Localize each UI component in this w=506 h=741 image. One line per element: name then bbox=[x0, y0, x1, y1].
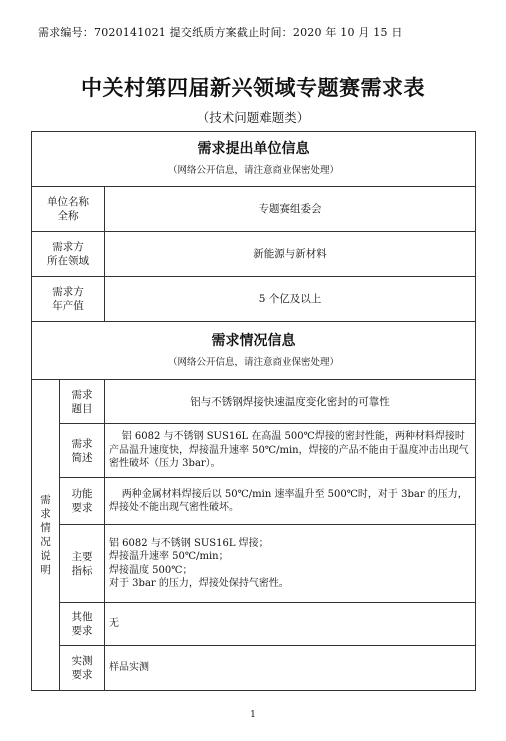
row-label: 其他 要求 bbox=[60, 603, 105, 646]
requirement-table bbox=[31, 131, 476, 691]
row-label: 需求 题目 bbox=[60, 380, 105, 424]
row-label: 单位名称 全称 bbox=[32, 187, 105, 232]
page-title: 中关村第四届新兴领域专题赛需求表 bbox=[81, 76, 425, 100]
table-row-requirement-summary bbox=[32, 424, 476, 478]
side-label-requirement-description: 需 求 情 况 说 明 bbox=[32, 380, 60, 691]
section-note: （网络公开信息，请注意商业保密处理） bbox=[168, 356, 340, 368]
row-label: 功能 要求 bbox=[60, 478, 105, 525]
requirement-number-header: 需求编号：7020141021 提交纸质方案截止时间：2020 年 10 月 15 日 bbox=[38, 26, 403, 39]
table-row-unit-name bbox=[32, 187, 476, 232]
indicator-line: 对于 3bar 的压力，焊接处保持气密性。 bbox=[109, 578, 289, 589]
table-row-domain bbox=[32, 232, 476, 277]
indicator-line: 焊接温升速率 50℃/min； bbox=[109, 551, 229, 562]
row-value: 铝与不锈钢焊接快速温度变化密封的可靠性 bbox=[105, 380, 476, 424]
table-row-test-requirements bbox=[32, 646, 476, 691]
row-value: 5 个亿及以上 bbox=[105, 277, 476, 322]
section-header-cell bbox=[32, 322, 476, 380]
row-label: 需求方 所在领域 bbox=[32, 232, 105, 277]
row-value: 无 bbox=[105, 603, 476, 646]
section-header-cell bbox=[32, 132, 476, 187]
row-value: 两种金属材料焊接后以 50℃/min 速率温升至 500℃时，对于 3bar 的压力，焊接处不能出现气密性破坏。 bbox=[105, 478, 476, 525]
table-row-requirement-topic bbox=[32, 380, 476, 424]
row-value: 专题赛组委会 bbox=[105, 187, 476, 232]
table-row-other-requirements bbox=[32, 603, 476, 646]
row-value: 铝 6082 与不锈钢 SUS16L 在高温 500℃焊接的密封性能，两种材料焊接时产品温升速度快，焊接温升速率 50℃/min，焊接的产品不能由于温度冲击出现气密性破坏（压力 3bar）。 bbox=[105, 424, 476, 478]
page-subtitle: （技术问题难题类） bbox=[196, 110, 310, 125]
row-label: 主要 指标 bbox=[60, 525, 105, 603]
row-label: 需求 简述 bbox=[60, 424, 105, 478]
section-header-unit-info bbox=[32, 132, 476, 187]
row-value: 样品实测 bbox=[105, 646, 476, 691]
page-number: 1 bbox=[250, 710, 256, 720]
table-row-main-indicators bbox=[32, 525, 476, 603]
table-row-function-requirement bbox=[32, 478, 476, 525]
row-value: 新能源与新材料 bbox=[105, 232, 476, 277]
indicator-line: 焊接温度 500℃； bbox=[109, 564, 193, 576]
section-title: 需求提出单位信息 bbox=[197, 141, 310, 157]
indicator-line: 铝 6082 与不锈钢 SUS16L 焊接； bbox=[109, 537, 269, 549]
section-header-requirement-info bbox=[32, 322, 476, 380]
row-label: 实测 要求 bbox=[60, 646, 105, 691]
section-title: 需求情况信息 bbox=[211, 332, 296, 349]
table-row-annual-output bbox=[32, 277, 476, 322]
row-value bbox=[105, 525, 476, 603]
row-label: 需求方 年产值 bbox=[32, 277, 105, 322]
section-note: （网络公开信息，请注意商业保密处理） bbox=[168, 165, 340, 176]
